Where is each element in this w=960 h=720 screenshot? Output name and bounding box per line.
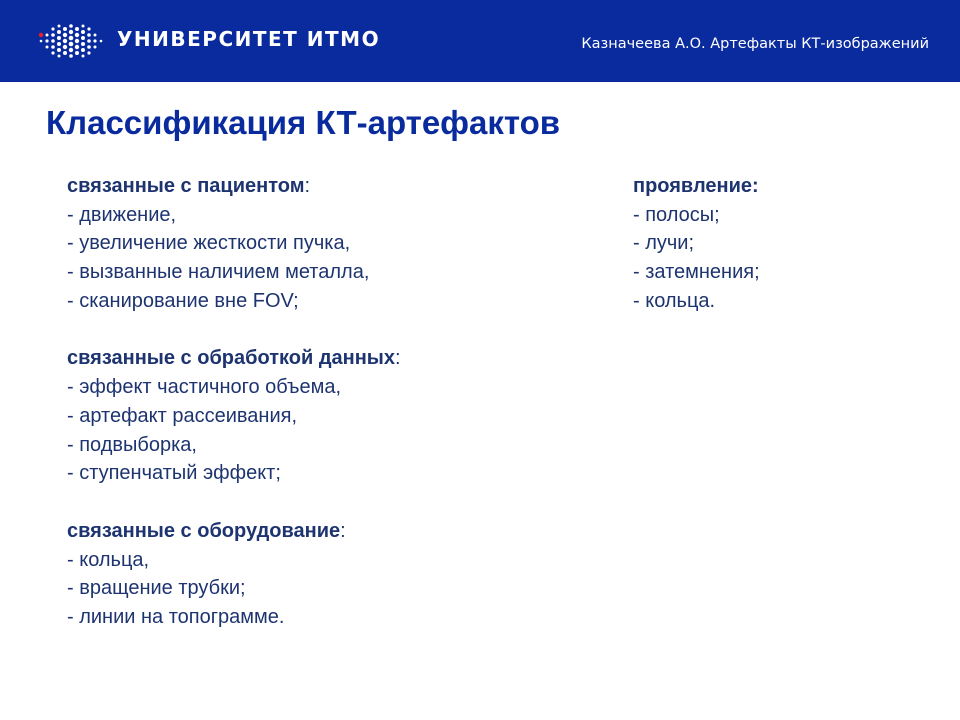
category-heading-suffix: : <box>304 175 311 197</box>
category-processing <box>67 344 401 487</box>
category-heading-text: связанные с оборудование <box>67 519 341 542</box>
list-item: - артефакт рассеивания, <box>67 404 298 427</box>
category-heading <box>633 172 760 201</box>
category-manifestation <box>633 172 760 315</box>
header-bar <box>0 0 960 82</box>
category-patient <box>67 172 401 315</box>
list-item: - вращение трубки; <box>67 577 246 600</box>
list-item: - кольца, <box>67 548 150 571</box>
category-heading-text: проявление: <box>633 175 759 197</box>
list-item: - увеличение жесткости пучка, <box>67 232 351 255</box>
list-item: - затемнения; <box>633 261 760 284</box>
logo-text: УНИВЕРСИТЕТ ИТМО <box>117 27 381 51</box>
left-column <box>67 172 401 661</box>
category-heading-suffix: : <box>340 519 346 542</box>
list-item: - вызванные наличием металла, <box>67 261 370 284</box>
slide-title: Классификация КТ-артефактов <box>46 104 561 141</box>
list-item: - кольца. <box>633 289 716 312</box>
list-item: - подвыборка, <box>67 433 197 456</box>
category-heading <box>67 344 401 373</box>
category-heading-text: связанные с обработкой данных <box>67 347 395 370</box>
list-item: - ступенчатый эффект; <box>67 462 281 485</box>
category-heading <box>67 172 401 201</box>
list-item: - полосы; <box>633 203 720 226</box>
logo-accent-dot <box>39 33 43 37</box>
itmo-logo-icon <box>30 22 110 60</box>
header-caption: Казначеева А.О. Артефакты КТ-изображений <box>581 36 929 52</box>
list-item: - движение, <box>67 203 177 226</box>
category-heading-text: связанные с пациентом <box>67 175 305 197</box>
right-column <box>633 172 760 344</box>
list-item: - лучи; <box>633 232 695 255</box>
list-item: - линии на топограмме. <box>67 605 285 628</box>
list-item: - эффект частичного объема, <box>67 376 342 399</box>
category-heading-suffix: : <box>395 347 401 370</box>
category-heading <box>67 517 401 546</box>
list-item: - сканирование вне FOV; <box>67 289 299 312</box>
category-equipment <box>67 517 401 632</box>
